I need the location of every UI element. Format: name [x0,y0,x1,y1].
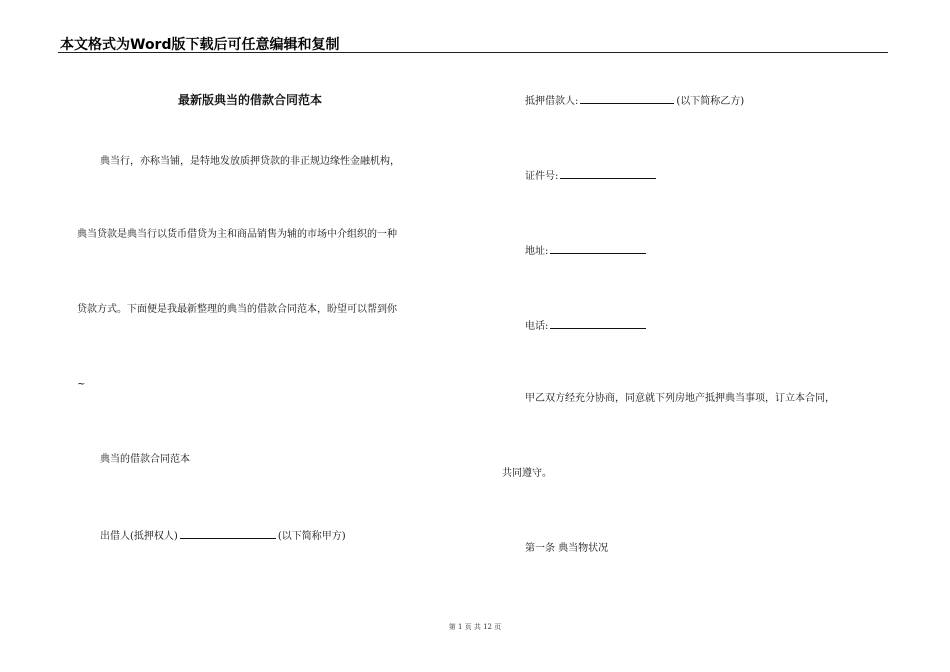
id-number-blank [560,168,656,179]
agreement-paragraph-line-1: 甲乙双方经充分协商，同意就下列房地产抵押典当事项，订立本合同， [525,393,835,404]
address-label: 地址: [525,246,549,257]
paragraph-line-3: 贷款方式。下面便是我最新整理的典当的借款合同范本，盼望可以帮到你 [77,304,397,315]
phone-blank [550,318,646,329]
paragraph-line-4: ~ [77,379,86,390]
contract-title: 最新版典当的借款合同范本 [178,93,323,107]
header-divider [58,52,888,53]
lender-blank [180,528,276,539]
borrower-label: 抵押借款人: [525,96,579,107]
address-field-line [525,243,648,259]
paragraph-line-2: 典当贷款是典当行以货币借贷为主和商品销售为辅的市场中介组织的一种 [77,229,397,240]
borrower-suffix: (以下简称乙方) [676,96,745,107]
agreement-paragraph-line-2: 共同遵守。 [502,468,552,479]
phone-label: 电话: [525,321,549,332]
borrower-blank [580,93,674,104]
section-heading-sample: 典当的借款合同范本 [100,454,190,465]
lender-field-line [100,528,346,544]
paragraph-line-1: 典当行，亦称当铺，是特地发放质押贷款的非正规边缘性金融机构， [100,156,400,167]
id-number-label: 证件号: [525,171,559,182]
address-blank [550,243,646,254]
id-number-field-line [525,168,658,184]
phone-field-line [525,318,648,334]
article-1-heading: 第一条 典当物状况 [525,543,609,554]
lender-suffix: (以下简称甲方) [277,531,346,542]
lender-label: 出借人(抵押权人) [100,531,178,542]
document-header: 本文格式为Word版下载后可任意编辑和复制 [60,37,340,53]
page-number-footer: 第 1 页 共 12 页 [448,623,502,631]
borrower-field-line [525,93,744,109]
